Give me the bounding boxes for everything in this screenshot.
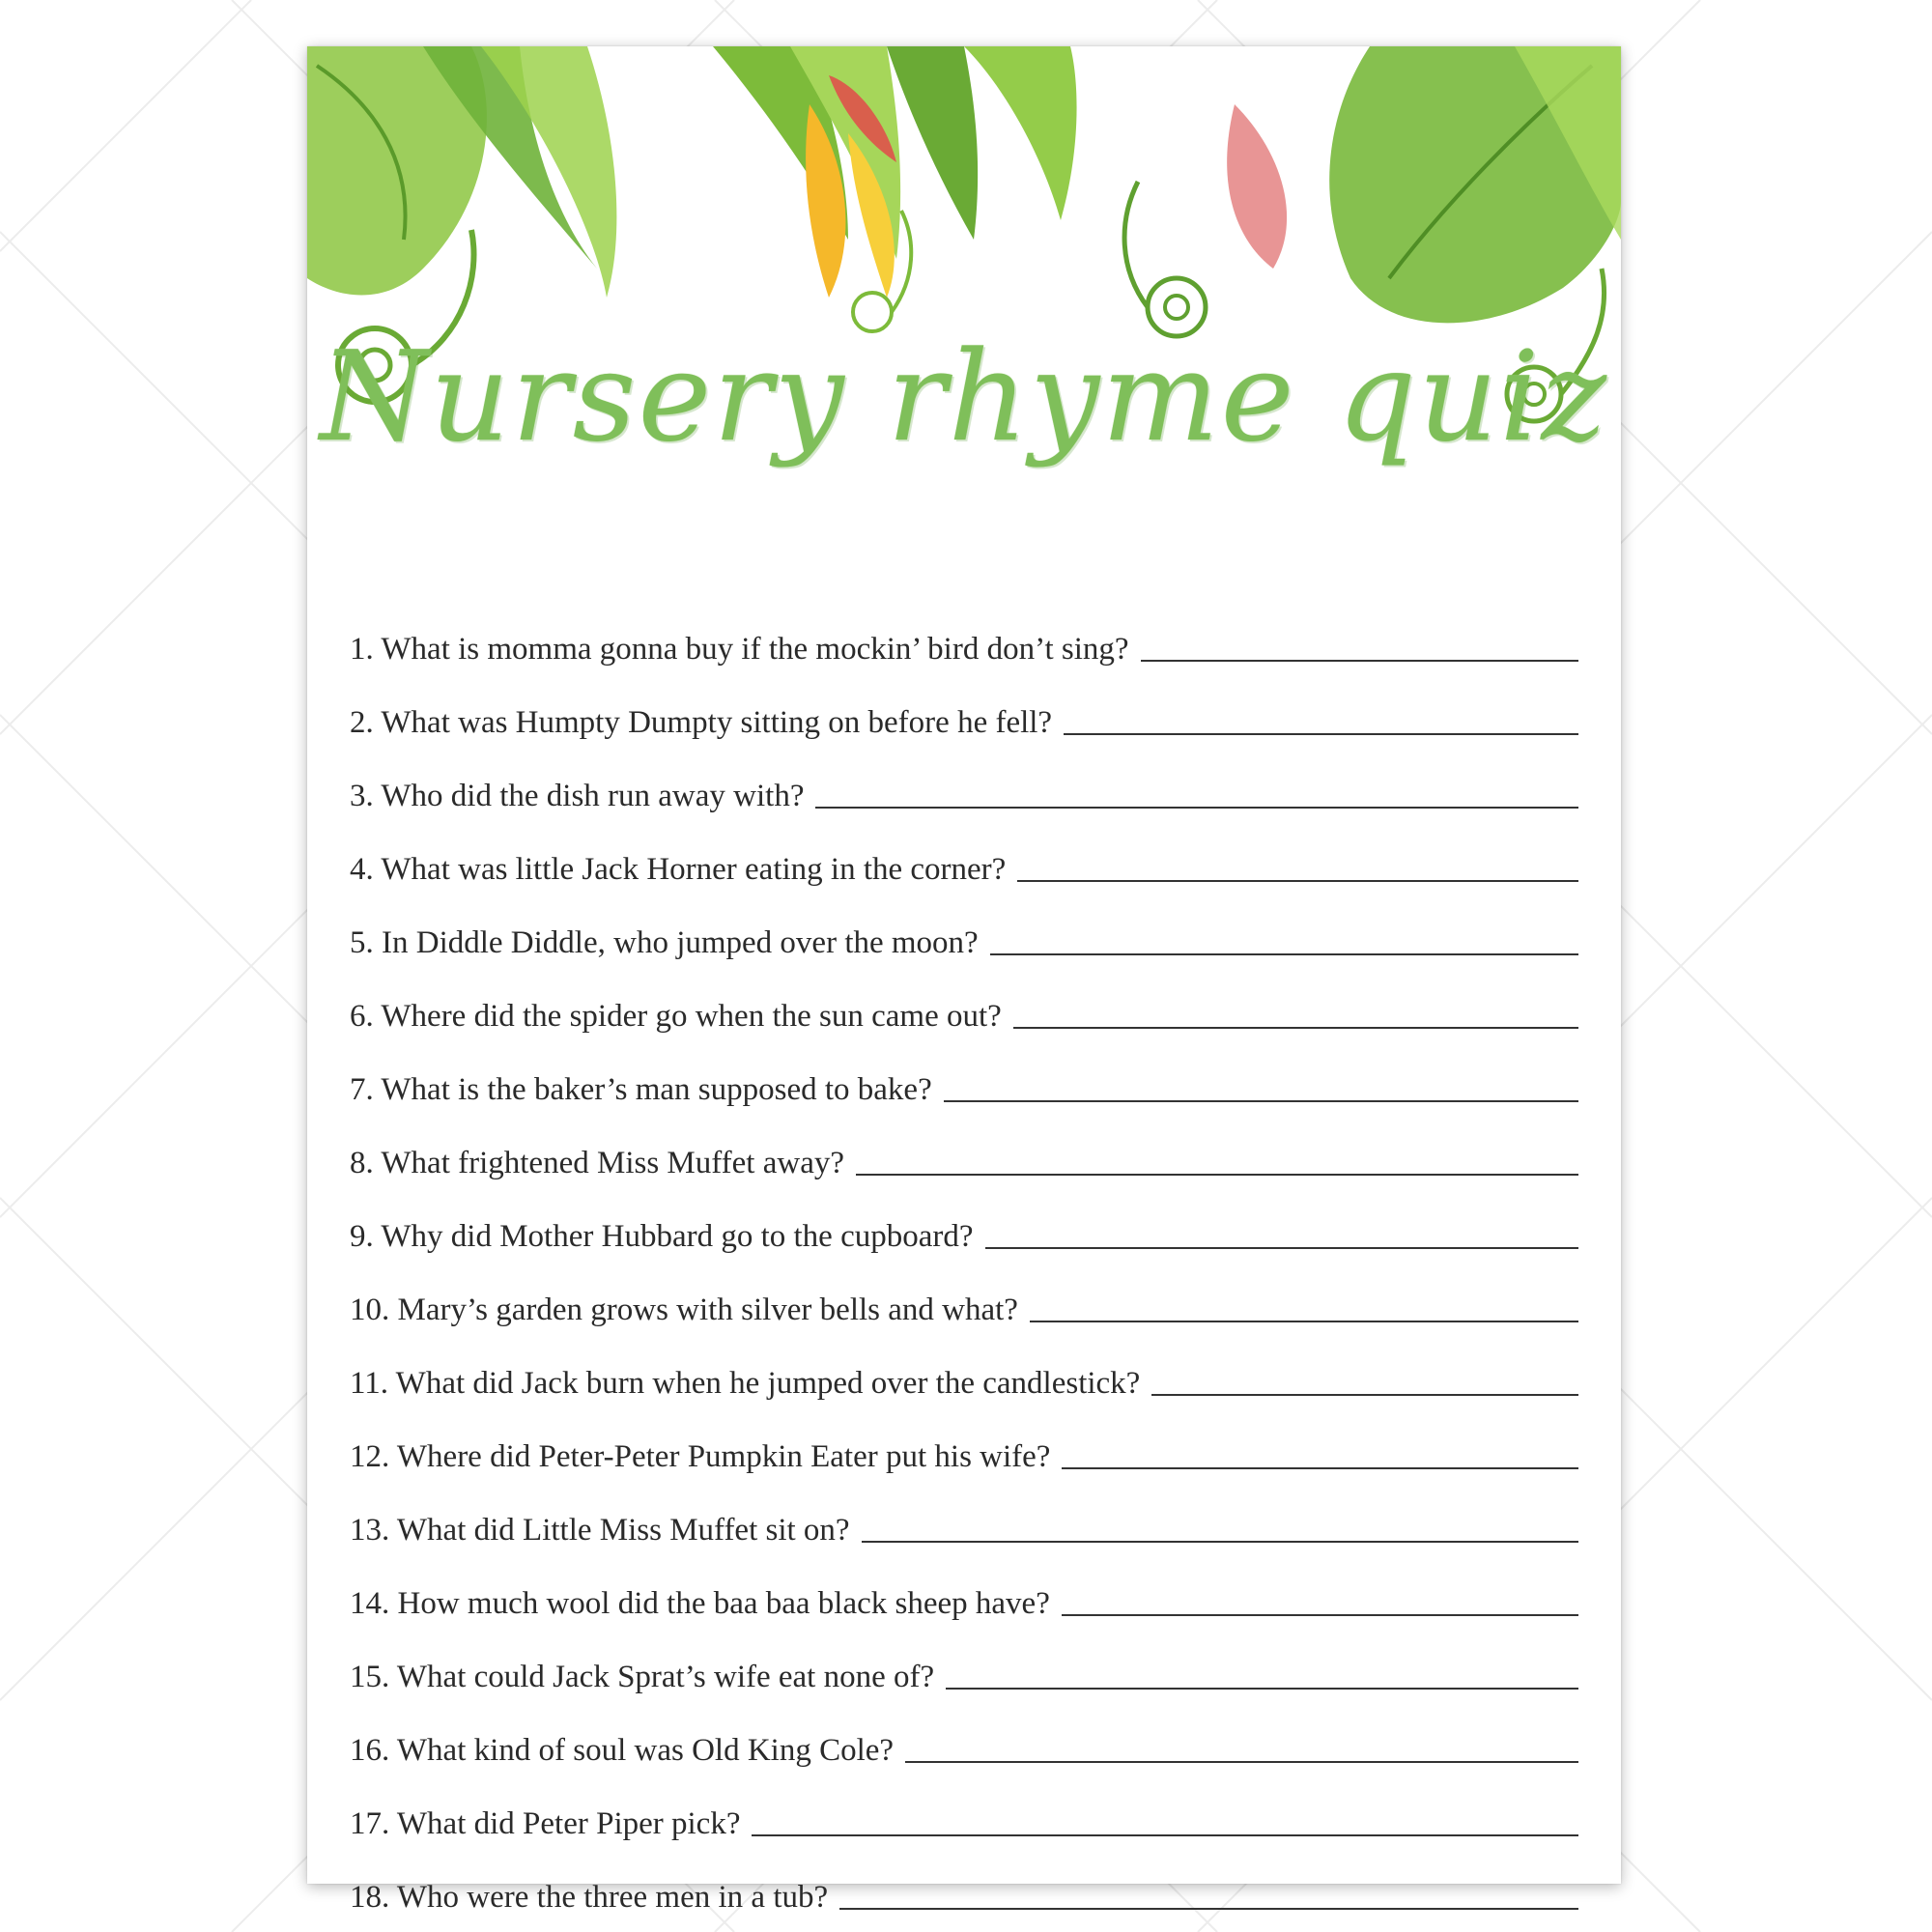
answer-line <box>752 1834 1578 1836</box>
answer-line <box>862 1541 1578 1543</box>
list-item <box>350 1326 1578 1400</box>
question-text: 4. What was little Jack Horner eating in the corner? <box>350 852 1007 887</box>
answer-line <box>990 953 1578 955</box>
question-text: 14. How much wool did the baa baa black sheep have? <box>350 1586 1050 1621</box>
answer-line <box>1017 880 1578 882</box>
list-item <box>350 886 1578 959</box>
list-item <box>350 1033 1578 1106</box>
answer-line <box>985 1247 1579 1249</box>
question-text: 7. What is the baker’s man supposed to bake? <box>350 1072 932 1107</box>
answer-line <box>1151 1394 1578 1396</box>
answer-line <box>1030 1321 1578 1322</box>
question-text: 11. What did Jack burn when he jumped over the candlestick? <box>350 1366 1141 1401</box>
answer-line <box>1062 1467 1578 1469</box>
list-item <box>350 739 1578 812</box>
question-text: 5. In Diddle Diddle, who jumped over the moon? <box>350 925 979 960</box>
answer-line <box>1141 660 1578 662</box>
question-text: 15. What could Jack Sprat’s wife eat none of? <box>350 1660 935 1694</box>
list-item <box>350 1473 1578 1547</box>
list-item <box>350 812 1578 886</box>
answer-line <box>856 1174 1578 1176</box>
list-item <box>350 1179 1578 1253</box>
question-text: 16. What kind of soul was Old King Cole? <box>350 1733 895 1768</box>
question-list <box>350 592 1578 1914</box>
list-item <box>350 1840 1578 1914</box>
quiz-card <box>307 46 1621 1915</box>
list-item <box>350 1547 1578 1620</box>
question-text: 13. What did Little Miss Muffet sit on? <box>350 1513 850 1548</box>
answer-line <box>1013 1027 1578 1029</box>
answer-line <box>946 1688 1578 1690</box>
question-text: 17. What did Peter Piper pick? <box>350 1806 741 1841</box>
question-text: 6. Where did the spider go when the sun came out? <box>350 999 1002 1034</box>
answer-line <box>905 1761 1578 1763</box>
question-text: 2. What was Humpty Dumpty sitting on before he fell? <box>350 705 1053 740</box>
question-text: 9. Why did Mother Hubbard go to the cupboard? <box>350 1219 974 1254</box>
question-text: 1. What is momma gonna buy if the mockin’ bird don’t sing? <box>350 632 1129 667</box>
list-item <box>350 1400 1578 1473</box>
page-title: Nursery rhyme quiz <box>320 326 1608 469</box>
question-text: 18. Who were the three men in a tub? <box>350 1880 829 1915</box>
answer-line <box>1064 733 1578 735</box>
list-item <box>350 666 1578 739</box>
list-item <box>350 1253 1578 1326</box>
list-item <box>350 1106 1578 1179</box>
list-item <box>350 959 1578 1033</box>
answer-line <box>1062 1614 1578 1616</box>
question-text: 12. Where did Peter-Peter Pumpkin Eater put his wife? <box>350 1439 1051 1474</box>
answer-line <box>944 1100 1578 1102</box>
answer-line <box>815 807 1578 809</box>
list-item <box>350 1767 1578 1840</box>
answer-line <box>839 1908 1578 1910</box>
question-text: 10. Mary’s garden grows with silver bells and what? <box>350 1293 1018 1327</box>
question-text: 8. What frightened Miss Muffet away? <box>350 1146 844 1180</box>
list-item <box>350 1620 1578 1693</box>
question-text: 3. Who did the dish run away with? <box>350 779 805 813</box>
list-item <box>350 1693 1578 1767</box>
list-item <box>350 592 1578 666</box>
